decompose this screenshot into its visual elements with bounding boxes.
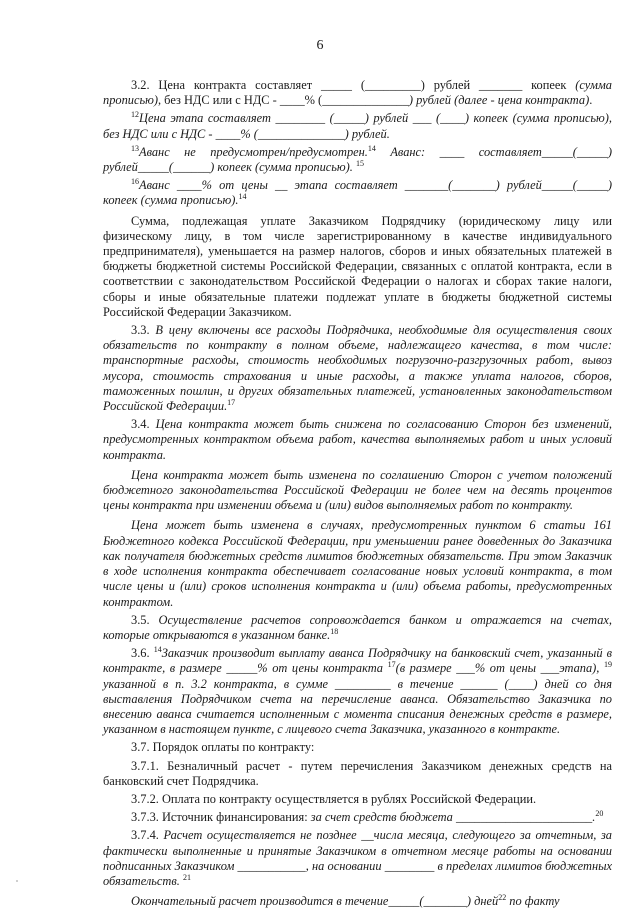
- paragraph: [103, 145, 612, 175]
- paragraph: [103, 178, 612, 208]
- text-segment: Осуществление расчетов сопровождается банком и отражается на счетах, которые открываются в указанном банке.: [103, 612, 612, 642]
- footnote-ref: 14: [238, 192, 247, 202]
- text-segment: 3.7.3. Источник финансирования:: [131, 810, 311, 825]
- footnote-ref: 14: [367, 143, 376, 153]
- footnote-ref: 16: [131, 177, 139, 187]
- text-segment: 3.2. Цена контракта составляет _____ (_________) рублей _______ копеек: [131, 78, 576, 92]
- text-segment: , без НДС или с НДС - ____% (: [157, 93, 323, 108]
- text-segment: Цена контракта может быть снижена по согласованию Сторон без изменений, предусмотренных контрактом объема работ, качества выполняемых работ и иных условий контракта.: [103, 417, 612, 462]
- text-segment: ) рублей (далее - цена контракта): [408, 93, 590, 108]
- text-segment: Расчет осуществляется не позднее __числа месяца, следующего за отчетным, за фактически выполненные и принятые Заказчиком в отчетном месяце работы на основании подписанных Заказчиком ___________, на основании ________ в пределах лимитов бюджетных обязательств.: [103, 828, 612, 888]
- text-segment: 3.7. Порядок оплаты по контракту:: [131, 740, 315, 755]
- footnote-ref: 12: [131, 110, 139, 120]
- text-segment: 3.3.: [131, 323, 156, 338]
- paragraph: [103, 613, 612, 643]
- paragraph: [103, 792, 612, 807]
- footnote-ref: 15: [355, 158, 364, 168]
- footnote-ref: 19: [604, 660, 612, 670]
- text-segment: В цену включены все расходы Подрядчика, необходимые для осуществления своих обязательств по контракту в полном объеме, надлежащего качества, в том числе: транспортные расходы, стоимость необходимых погрузочно-разгрузочных работ, вывоз мусора, стоимость страхования и иные расходы, а также уплата налогов, сборов, таможенных пошлин, и других обязательных платежей, установленных законодательством Российской Федерации.: [103, 323, 612, 414]
- page-number: 6: [316, 38, 324, 53]
- footnote-ref: 21: [182, 872, 191, 882]
- footnote-ref: 18: [330, 626, 339, 636]
- text-segment: Заказчик производит выплату аванса Подрядчику на банковский счет, указанный в контракте, в размере _____% от цены контракта: [103, 646, 612, 676]
- text-segment: 3.5.: [131, 612, 159, 627]
- text-segment: указанной в п. 3.2 контракта, в сумме _________ в течение ______ (____) дней со дня выставления Подрядчиком счета на перечисление аванса. Обязательство Заказчика по внесению аванса считается исполненным с момента списания денежных средств в размере, указанном в настоящем пункте, с лицевого счета Заказчика, указанного в контракте.: [103, 676, 612, 737]
- text-segment: 3.7.1. Безналичный расчет - путем перечисления Заказчиком денежных средств на банковский счет Подрядчика.: [103, 758, 612, 788]
- text-segment: Цена этапа составляет ________ (_____) рублей ___ (____) копеек (сумма прописью), без НДС или с НДС - ____% (______________) рублей.: [103, 111, 612, 141]
- paragraph: [103, 78, 612, 108]
- paragraph: [103, 828, 612, 889]
- footnote-ref: 13: [131, 143, 139, 153]
- paragraph: [103, 323, 612, 414]
- text-segment: Сумма, подлежащая уплате Заказчиком Подрядчику (юридическому лицу или физическому лицу, в том числе зарегистрированному в качестве индивидуального предпринимателя), уменьшается на размер налогов, сборов и иных обязательных платежей в бюджеты бюджетной системы Российской Федерации, связанных с оплатой контракта, если в соответствии с законодательством Российской Федерации о налогах и сборах такие налоги, сборы и иные обязательные платежи подлежат уплате в бюджеты бюджетной системы Российской Федерации Заказчиком.: [103, 213, 612, 319]
- paragraph: [103, 518, 612, 609]
- text-segment: за счет средств бюджета ______________________.: [310, 810, 596, 825]
- footnote-ref: 14: [153, 644, 162, 654]
- text-segment: 3.7.4.: [131, 828, 164, 843]
- text-segment: Аванс ____% от цены __ этапа составляет _______(_______) рублей_____(_____) копеек (сумма прописью).: [103, 178, 612, 208]
- text-segment: Цена может быть изменена в случаях, предусмотренных пунктом 6 статьи 161 Бюджетного кодекса Российской Федерации, при уменьшении ранее доведенных до Заказчика как получателя бюджетных средств лимитов бюджетных обязательств. При этом Заказчик в ходе исполнения контракта обеспечивает согласование новых условий контракта, в том числе цены и (или) сроков исполнения контракта и (или) объема работы, предусмотренных контрактом.: [103, 518, 612, 609]
- paragraph: [103, 468, 612, 514]
- paragraph: [103, 111, 612, 141]
- text-segment: (в размере ___% от цены ___этапа),: [395, 661, 604, 676]
- text-segment: 3.4.: [131, 417, 156, 432]
- text-segment: .: [589, 93, 593, 108]
- paragraph: [103, 810, 612, 825]
- footnote-ref: 17: [227, 397, 236, 407]
- text-segment: 3.7.2. Оплата по контракту осуществляется в рублях Российской Федерации.: [131, 791, 537, 806]
- scan-speck: [16, 880, 18, 882]
- document-body: [103, 78, 612, 912]
- text-segment: Аванс не предусмотрен/предусмотрен.: [139, 144, 368, 159]
- paragraph: [103, 740, 612, 755]
- paragraph: [103, 417, 612, 463]
- paragraph: [103, 759, 612, 789]
- text-segment: (сумма прописью): [103, 78, 612, 108]
- text-segment: 3.6.: [131, 646, 154, 661]
- paragraph: [103, 214, 612, 320]
- footnote-ref: 17: [387, 660, 396, 670]
- text-segment: по факту: [506, 894, 560, 909]
- footnote-ref: 20: [595, 809, 604, 819]
- footnote-ref: 22: [498, 893, 507, 903]
- text-segment: Окончательный расчет производится в течение_____(_______) дней: [131, 894, 499, 909]
- text-segment: ______________: [322, 93, 409, 108]
- paragraph: [103, 646, 612, 737]
- paragraph: [103, 894, 612, 909]
- text-segment: Аванс: ____ составляет_____(_____) рублей_____(______) копеек (сумма прописью).: [103, 144, 612, 175]
- text-segment: Цена контракта может быть изменена по соглашению Сторон с учетом положений бюджетного законодательства Российской Федерации не более чем на десять процентов цены контракта при изменении объема и (или) видов выполняемых работ по контракту.: [103, 467, 612, 513]
